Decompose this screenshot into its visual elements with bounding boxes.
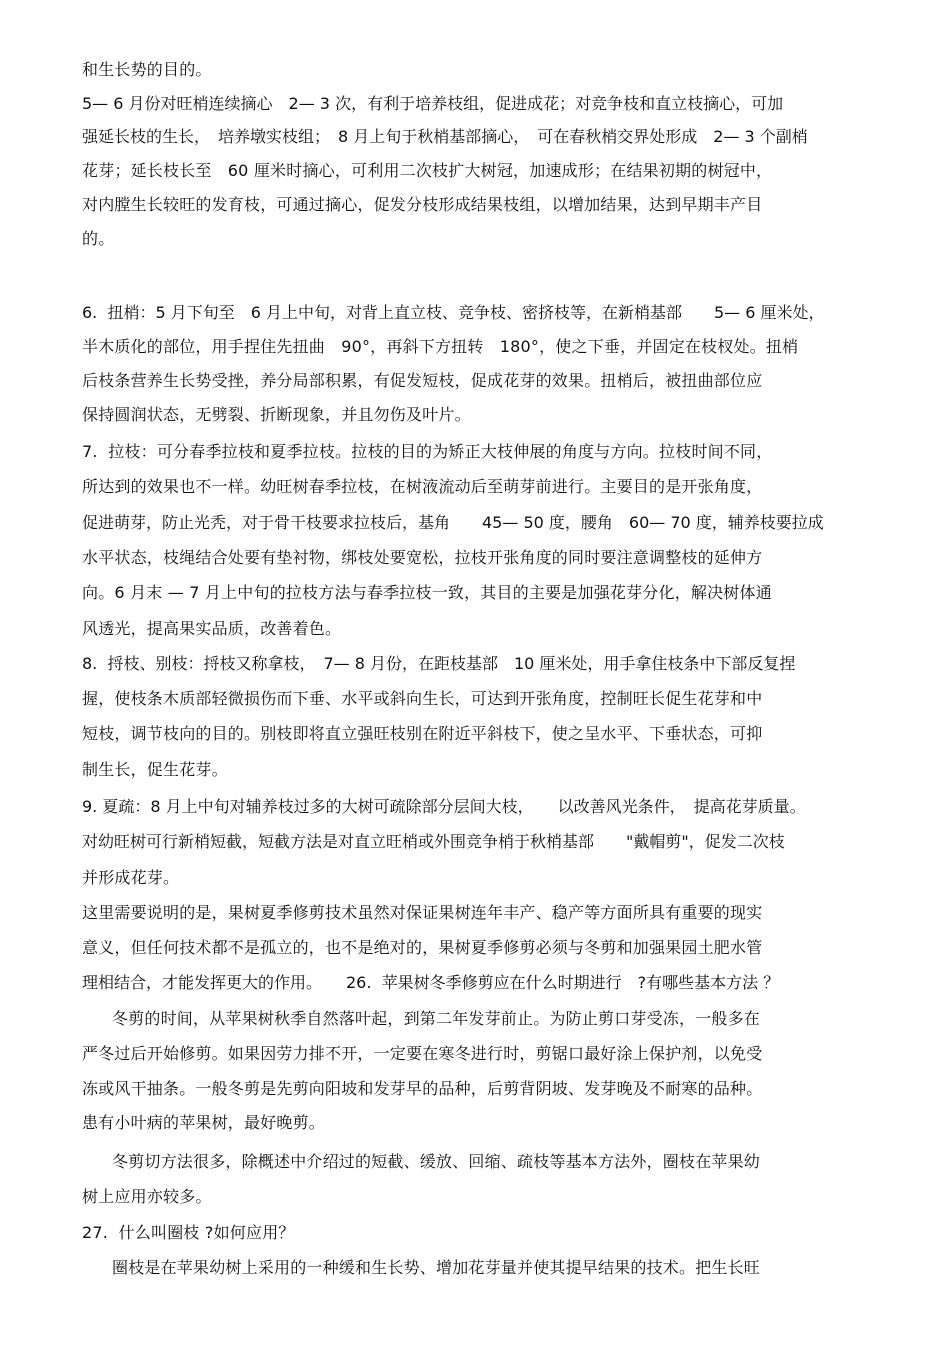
text-line: 对内膛生长较旺的发育枝，可通过摘心，促发分枝形成结果枝组，以增加结果，达到早期丰产目 [82,195,763,214]
text-line: 9. 夏疏：8 月上中旬对辅养枝过多的大树可疏除部分层间大枝， 以改善风光条件， 提高花芽质量。 [82,797,806,816]
text-line: 花芽；延长枝长至 60 厘米时摘心，可利用二次枝扩大树冠，加速成形；在结果初期的树冠中， [82,161,773,180]
text-line: 冬剪的时间，从苹果树秋季自然落叶起，到第二年发芽前止。为防止剪口芽受冻，一般多在 [112,1009,761,1028]
text-line: 水平状态，枝绳结合处要有垫衬物，绑枝处要宽松，拉枝开张角度的同时要注意调整枝的延伸方 [82,548,763,567]
text-line: 强延长枝的生长， 培养墩实枝组； 8 月上旬于秋梢基部摘心， 可在春秋梢交界处形成 2— 3 个副梢 [82,127,808,146]
text-line: 的。 [82,229,115,248]
text-line: 保持圆润状态，无劈裂、折断现象，并且勿伤及叶片。 [82,405,471,424]
text-line: 6. 扭梢：5 月下旬至 6 月上中旬，对背上直立枝、竞争枝、密挤枝等，在新梢基部 5— 6 厘米处， [82,303,825,322]
text-line: 后枝条营养生长势受挫，养分局部积累，有促发短枝，促成花芽的效果。扭梢后，被扭曲部位应 [82,371,763,390]
text-line: 风透光，提高果实品质，改善着色。 [82,619,342,638]
text-line: 圈枝是在苹果幼树上采用的一种缓和生长势、增加花芽量并使其提早结果的技术。把生长旺 [112,1258,761,1277]
text-line: 27. 什么叫圈枝 ?如何应用？ [82,1223,295,1242]
text-line: 短枝，调节枝向的目的。别枝即将直立强旺枝别在附近平斜枝下，使之呈水平、下垂状态，可抑 [82,724,763,743]
text-line: 8. 捋枝、别枝：捋枝又称拿枝， 7— 8 月份，在距枝基部 10 厘米处，用手拿住枝条中下部反复捏 [82,654,796,673]
text-line: 冻或风干抽条。一般冬剪是先剪向阳坡和发芽早的品种，后剪背阴坡、发芽晚及不耐寒的品种。 [82,1079,763,1098]
text-line: 意义，但任何技术都不是孤立的，也不是绝对的，果树夏季修剪必须与冬剪和加强果园土肥水管 [82,938,763,957]
text-line: 并形成花芽。 [82,868,180,887]
text-line: 冬剪切方法很多，除概述中介绍过的短截、缓放、回缩、疏枝等基本方法外，圈枝在苹果幼 [112,1152,761,1171]
text-line: 理相结合，才能发挥更大的作用。 26. 苹果树冬季修剪应在什么时期进行 ?有哪些基本方法 ？ [82,973,780,992]
text-line: 向。6 月末 — 7 月上中旬的拉枝方法与春季拉枝一致，其目的主要是加强花芽分化，解决树体通 [82,583,772,602]
text-line: 制生长，促生花芽。 [82,760,228,779]
text-line: 半木质化的部位，用手捏住先扭曲 90°，再斜下方扭转 180°，使之下垂，并固定在枝杈处。扭梢 [82,337,799,356]
text-line: 这里需要说明的是，果树夏季修剪技术虽然对保证果树连年丰产、稳产等方面所具有重要的现实 [82,903,763,922]
text-line: 对幼旺树可行新梢短截，短截方法是对直立旺梢或外围竞争梢于秋梢基部 "戴帽剪"，促发二次枝 [82,832,785,851]
text-line: 7. 拉枝：可分春季拉枝和夏季拉枝。拉枝的目的为矫正大枝伸展的角度与方向。拉枝时间不同， [82,442,773,461]
text-line: 和生长势的目的。 [82,60,212,79]
text-line: 握，使枝条木质部轻微损伤而下垂、水平或斜向生长，可达到开张角度，控制旺长促生花芽和中 [82,689,763,708]
text-line: 严冬过后开始修剪。如果因劳力排不开，一定要在寒冬进行时，剪锯口最好涂上保护剂，以免受 [82,1044,763,1063]
text-line: 患有小叶病的苹果树，最好晚剪。 [82,1113,326,1132]
text-line: 树上应用亦较多。 [82,1187,212,1206]
text-line: 所达到的效果也不一样。幼旺树春季拉枝，在树液流动后至萌芽前进行。主要目的是开张角度， [82,477,763,496]
text-line: 5— 6 月份对旺梢连续摘心 2— 3 次，有利于培养枝组，促进成花；对竞争枝和直立枝摘心，可加 [82,94,784,113]
text-line: 促进萌芽，防止光秃，对于骨干枝要求拉枝后，基角 45— 50 度，腰角 60— 70 度，辅养枝要拉成 [82,513,824,532]
